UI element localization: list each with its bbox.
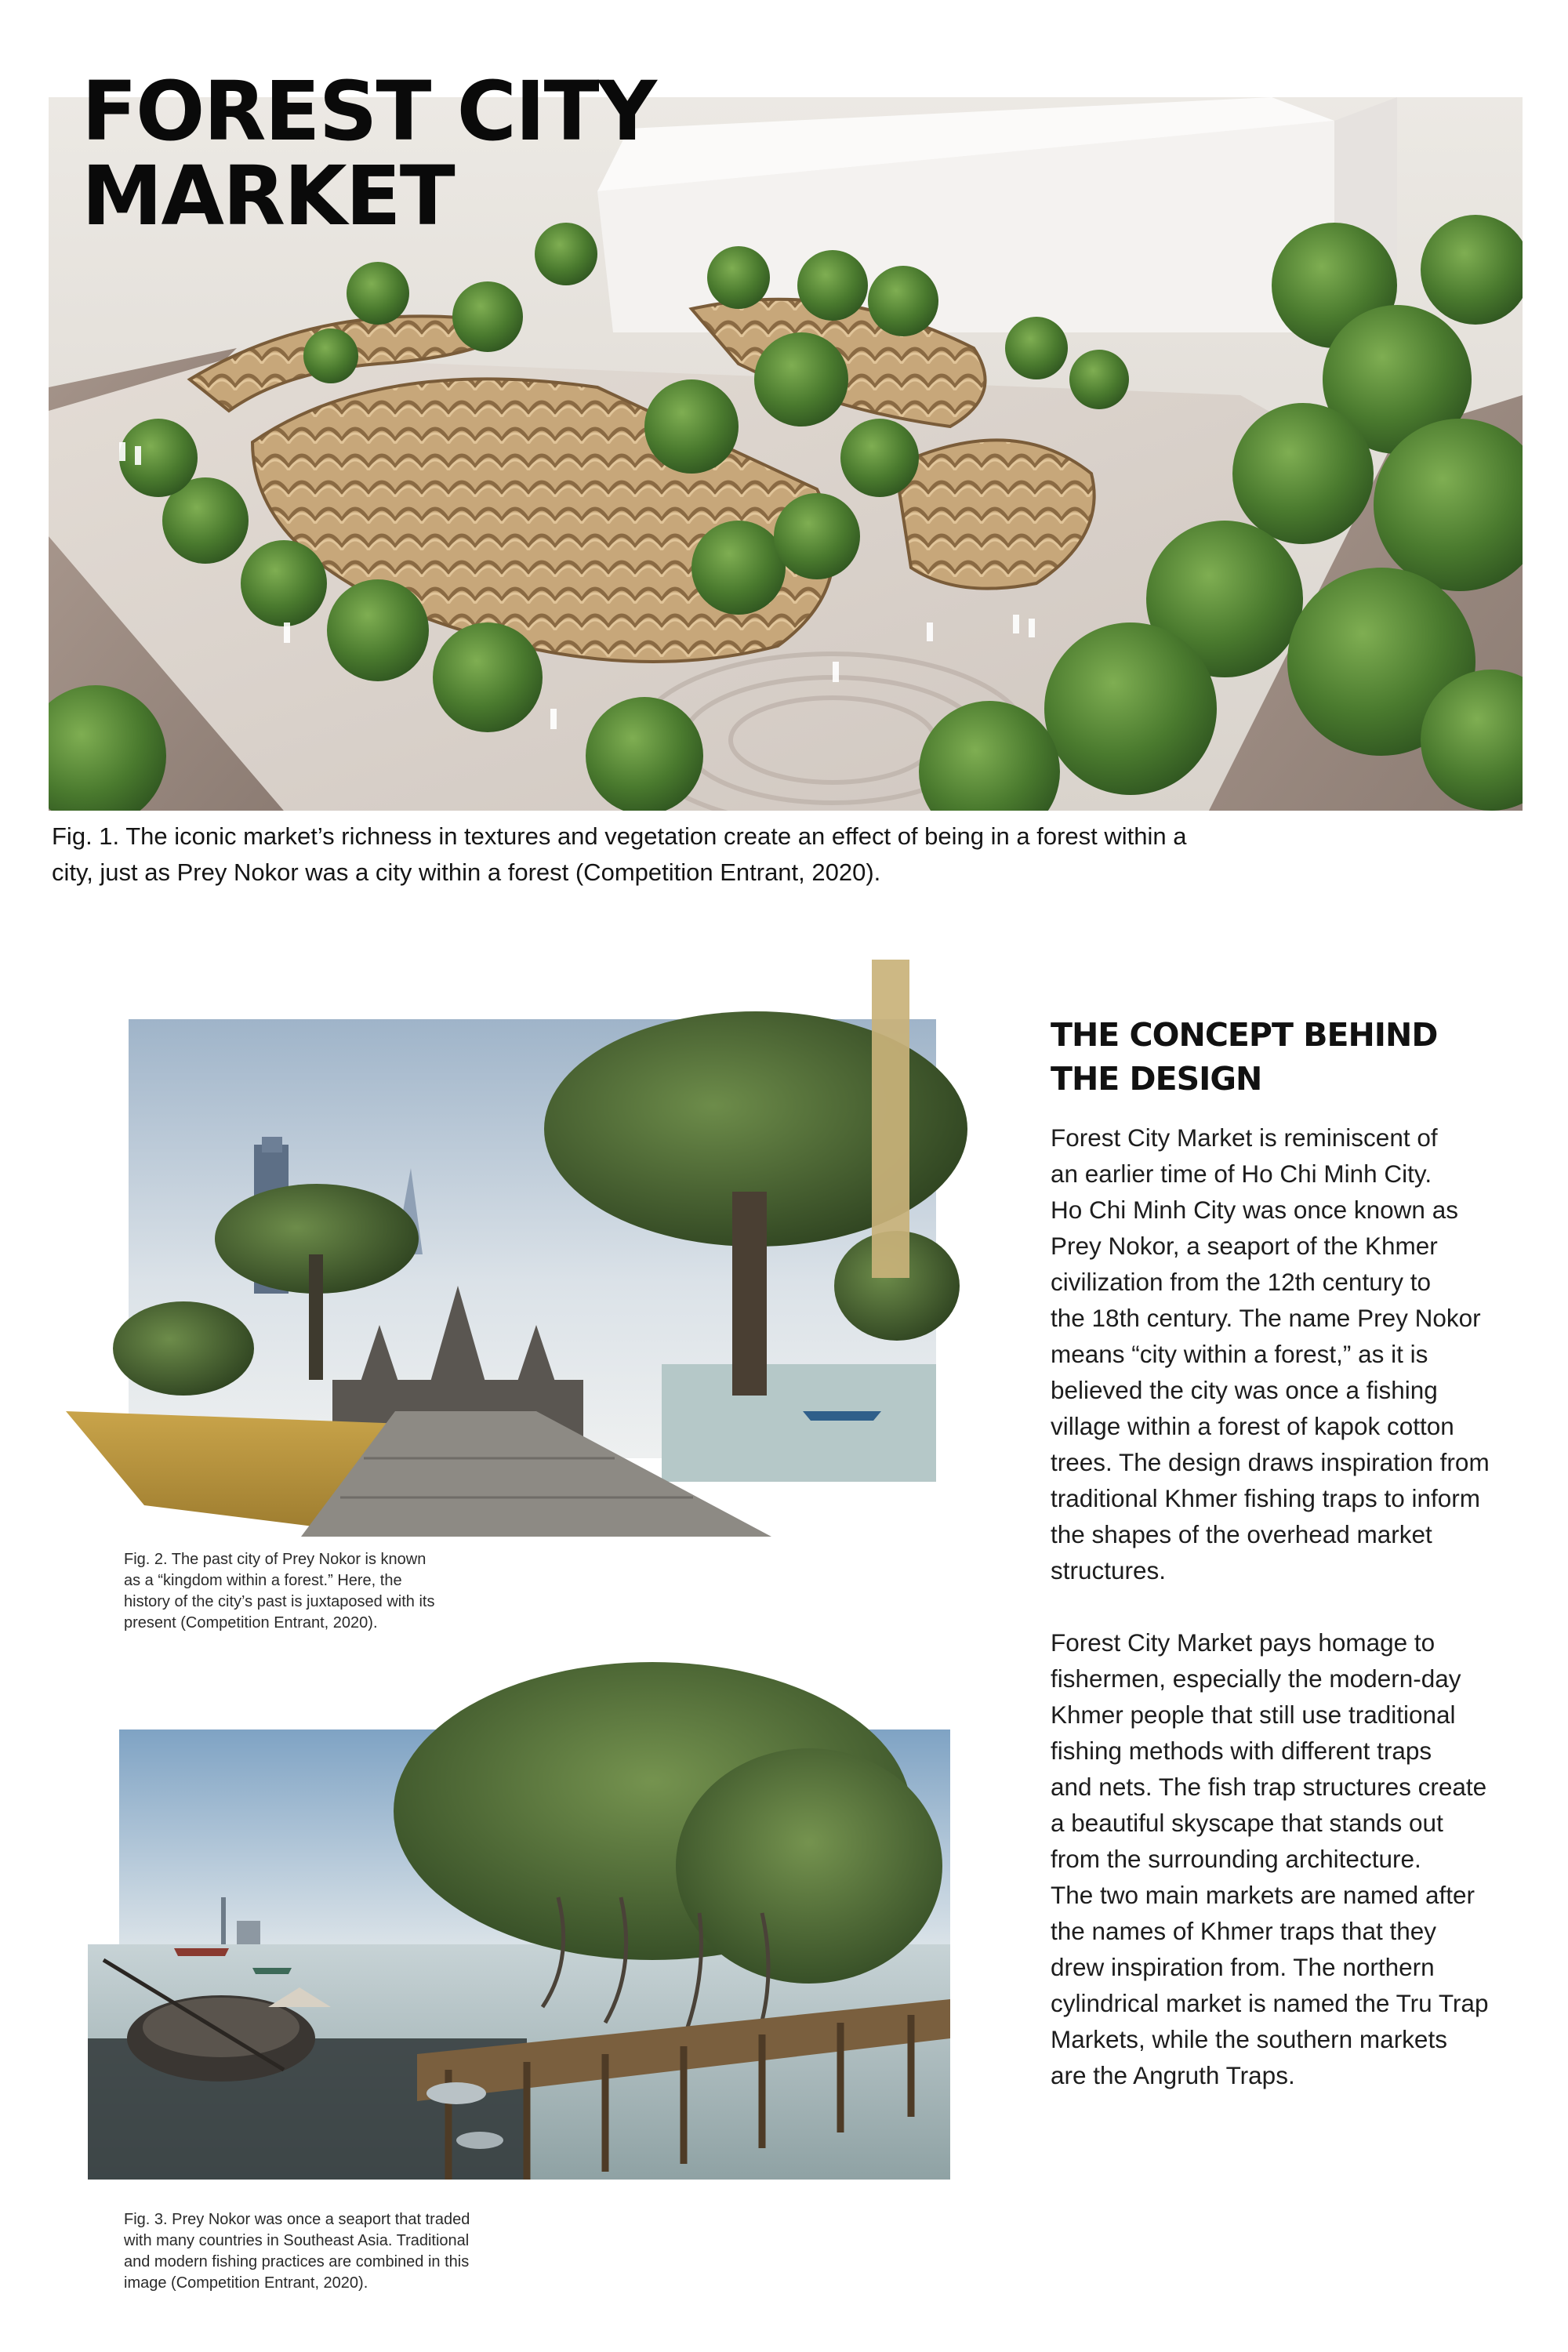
prey-nokor-collage-illustration: [66, 956, 1007, 1537]
concept-body: [1051, 1120, 1537, 2093]
figure-3-collage: [88, 1631, 950, 2180]
page-title: [82, 64, 677, 244]
title-line-2: MARKET: [82, 148, 454, 244]
figure-2-caption-text: Fig. 2. The past city of Prey Nokor is known as a “kingdom within a forest.” Here, the history of the city’s past is juxtaposed with its present (Competition Entrant, 2020).: [124, 1551, 435, 1632]
figure-3-caption: [124, 2209, 516, 2294]
concept-heading: [1051, 1013, 1490, 1101]
figure-2-collage: [66, 956, 1007, 1537]
concept-heading-line-1: THE CONCEPT BEHIND: [1051, 1016, 1438, 1054]
concept-paragraph-2: Forest City Market pays homage to fishermen, especially the modern-day Khmer people that still use traditional fishing methods with different traps and nets. The fish trap structures create a beautiful skyscape that stands out from the surrounding architecture. The two main markets are named after the names of Khmer traps that they drew inspiration from. The northern cylindrical market is named the Tru Trap Markets, while the southern markets are the Angruth Traps.: [1051, 1628, 1489, 2089]
concept-paragraph-1: Forest City Market is reminiscent of an earlier time of Ho Chi Minh City. Ho Chi Minh City was once known as Prey Nokor, a seaport of the Khmer civilization from the 12th century to the 18th century. The name Prey Nokor means “city within a forest,” as it is believed the city was once a fishing village within a forest of kapok cotton trees. The design draws inspiration from traditional Khmer fishing traps to inform the shapes of the overhead market structures.: [1051, 1123, 1490, 1584]
figure-1-caption: [52, 818, 1306, 891]
seaport-fishing-collage-illustration: [88, 1631, 950, 2180]
figure-3-caption-text: Fig. 3. Prey Nokor was once a seaport that traded with many countries in Southeast Asia. Traditional and modern fishing practices are combined in this image (Competition Entrant, 2020).: [124, 2211, 470, 2292]
gold-accent-bar: [872, 960, 909, 1278]
figure-1-caption-text: Fig. 1. The iconic market’s richness in textures and vegetation create an effect of being in a forest within a city, just as Prey Nokor was a city within a forest (Competition Entrant, 2020).: [52, 822, 1187, 886]
figure-2-caption: [124, 1549, 508, 1634]
concept-heading-line-2: THE DESIGN: [1051, 1060, 1262, 1098]
title-line-1: FOREST CITY: [82, 64, 655, 159]
